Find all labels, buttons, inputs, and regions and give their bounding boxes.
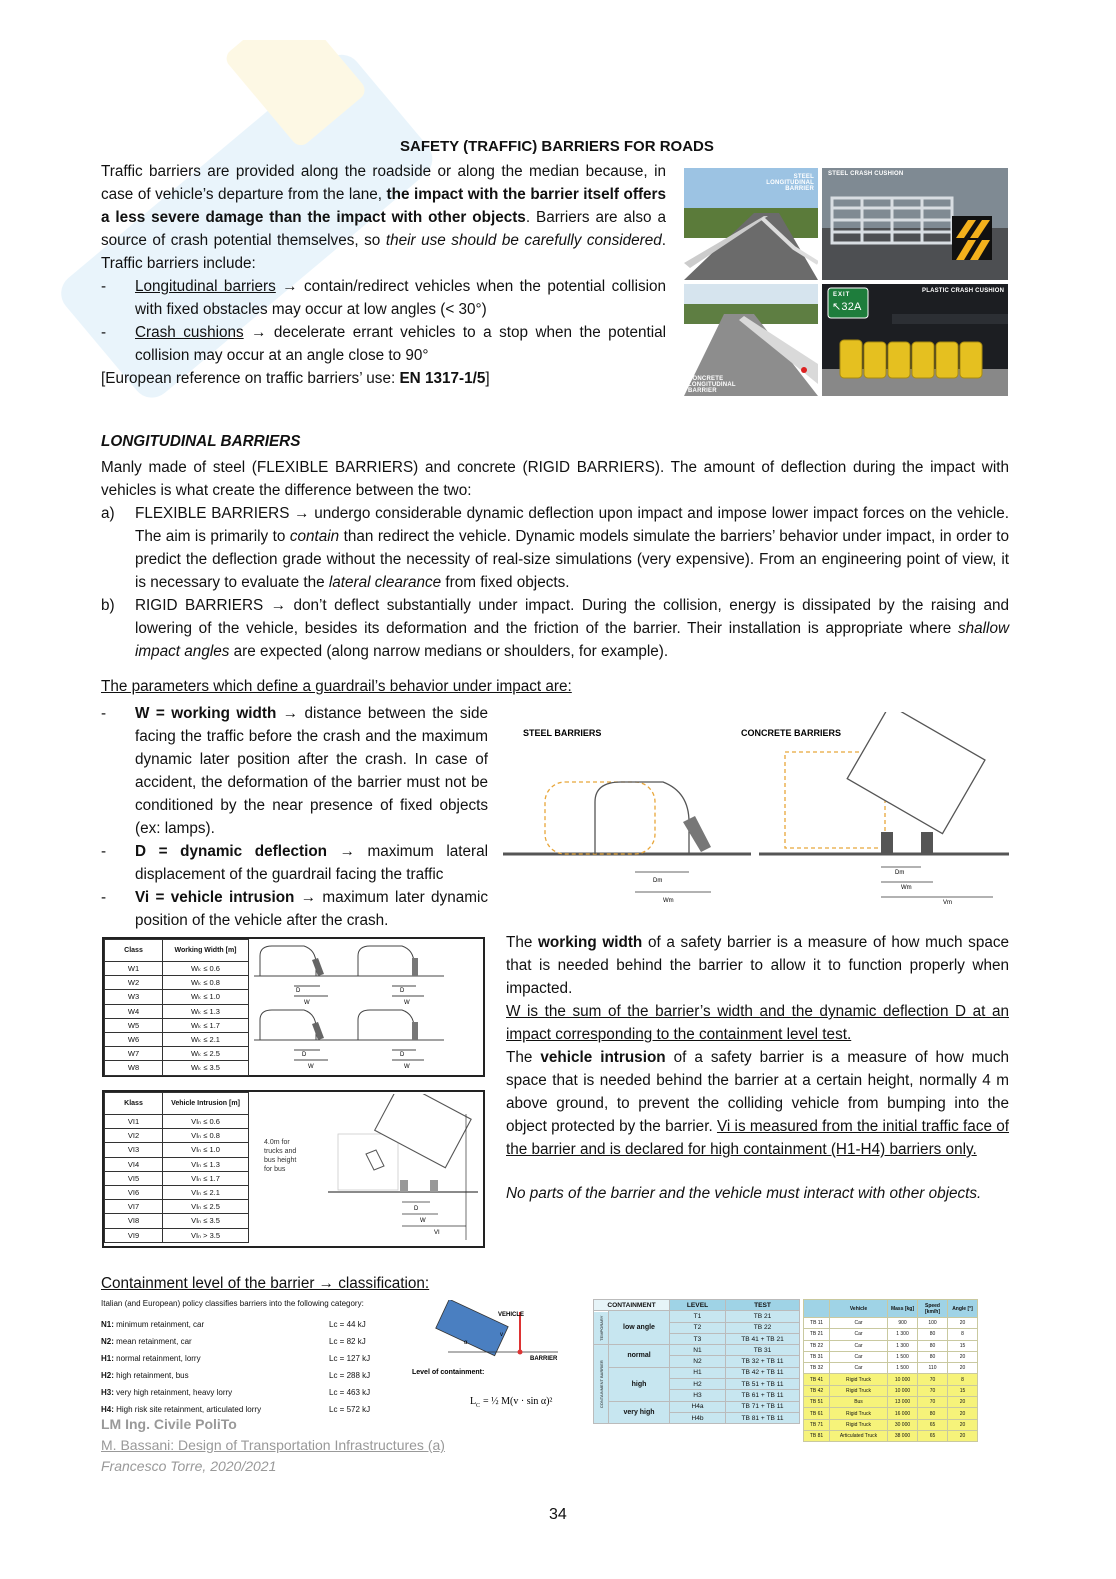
list-item: H1: normal retainment, lorry Lc = 127 kJ: [101, 1354, 371, 1363]
standard-reference: [European reference on traffic barriers’ use: EN 1317-1/5]: [101, 370, 490, 387]
d-label: D: [400, 988, 405, 994]
table-header: LEVEL: [670, 1300, 726, 1311]
table-row: TB 61 Rigid Truck 16 000 80 20: [804, 1408, 978, 1419]
table-row: very high H4a TB 71 + TB 11: [594, 1401, 800, 1412]
table-row: CONTAINMENT BARRIER normal N1 TB 31: [594, 1345, 800, 1356]
photo-label: STEEL CRASH CUSHION: [828, 171, 904, 177]
table-row: W5 Wₖ ≤ 1.7: [105, 1018, 249, 1032]
table-row: VI3 VIₙ ≤ 1.0: [105, 1143, 249, 1157]
working-width-table: [104, 939, 249, 1076]
paragraph: No parts of the barrier and the vehicle must interact with other objects.: [506, 1185, 982, 1202]
table-row: W2 Wₖ ≤ 0.8: [105, 976, 249, 990]
section-intro: Manly made of steel (FLEXIBLE BARRIERS) and concrete (RIGID BARRIERS). The amount of deflection during the impact with vehicles is what create the difference between the two:: [101, 459, 1009, 499]
table-row: W3 Wₖ ≤ 1.0: [105, 990, 249, 1004]
paragraph: W is the sum of the barrier’s width and the dynamic deflection D at an impact corresponding to the containment level test.: [506, 1003, 1009, 1043]
list-item: N1: minimum retainment, car Lc = 44 kJ: [101, 1320, 366, 1329]
section-heading-longitudinal: LONGITUDINAL BARRIERS: [101, 433, 301, 450]
intrusion-note: trucks and: [264, 1148, 297, 1155]
table-row: TB 32 Car 1 500 110 20: [804, 1363, 978, 1374]
table-row: TB 11 Car 900 100 20: [804, 1318, 978, 1329]
table-row: W8 Wₖ ≤ 3.5: [105, 1061, 249, 1075]
intrusion-note: bus height: [264, 1157, 297, 1164]
vehicle-label: VEHICLE: [498, 1312, 525, 1318]
d-label: D: [414, 1206, 419, 1212]
vehicle-intrusion-sketch: [258, 1094, 482, 1244]
table-row: TB 41 Rigid Truck 10 000 70 8: [804, 1374, 978, 1385]
dm-label: Dm: [895, 870, 905, 876]
w-label: W: [308, 1064, 314, 1070]
table-row: VI9 VIₙ > 3.5: [105, 1228, 249, 1242]
exit-sign-text: EXIT: [833, 292, 851, 298]
table-row: W1 Wₖ ≤ 0.6: [105, 962, 249, 976]
table-header-row: Vehicle Mass [kg] Speed [km/h] Angle [°]: [804, 1300, 978, 1318]
formula-rhs: = ½ M(v · sin α)²: [483, 1396, 553, 1407]
footer: [101, 1414, 445, 1477]
formula-lhs: L: [470, 1396, 477, 1407]
table-header-row: [594, 1300, 800, 1311]
table-header-row: [105, 940, 249, 962]
working-width-explanation: [506, 931, 1009, 1205]
wm-label: Wm: [663, 898, 674, 904]
table-row: TB 81 Articulated Truck 38 000 65 20: [804, 1430, 978, 1441]
barrier-deflection-diagram: [503, 712, 1009, 910]
photo-label: PLASTIC CRASH CUSHION: [922, 288, 1005, 294]
d-label: D: [302, 1052, 307, 1058]
w-label: W: [304, 1000, 310, 1006]
parameters-heading: The parameters which define a guardrail’s behavior under impact are:: [101, 678, 572, 695]
table-row: VI4 VIₙ ≤ 1.3: [105, 1157, 249, 1171]
table-row: TB 42 Rigid Truck 10 000 70 15: [804, 1385, 978, 1396]
w-label: W: [420, 1218, 426, 1224]
containment-heading: Containment level of the barrier → classification:: [101, 1275, 430, 1292]
wm-label: Wm: [901, 885, 912, 891]
table-row: TB 51 Bus 13 000 70 20: [804, 1397, 978, 1408]
list-item: - Crash cushions → decelerate errant vehicles to a stop when the potential collision may occur at an angle close to 90°: [101, 324, 667, 364]
d-label: D: [400, 1052, 405, 1058]
table-header: Klass: [105, 1093, 163, 1115]
table-row: VI6 VIₙ ≤ 2.1: [105, 1185, 249, 1199]
photo-label: CONCRETE LONGITUDINAL BARRIER: [688, 376, 736, 394]
list-item: b) RIGID BARRIERS → don’t deflect substantially under impact. During the collision, energy is dissipated by the raising and lowering of the vehicle, besides its deformation and the friction of the barrier. Their installation is appropriate where shallow impact angles are expected (along narrow medians or shoulders, for example).: [101, 597, 1009, 660]
vm-label: Vm: [943, 900, 952, 906]
table-row: T3 TB 41 + TB 21: [594, 1333, 800, 1344]
table-row: W6 Wₖ ≤ 2.1: [105, 1032, 249, 1046]
footer-author: Francesco Torre, 2020/2021: [101, 1458, 277, 1474]
table-row: VI8 VIₙ ≤ 3.5: [105, 1214, 249, 1228]
dm-label: Dm: [653, 878, 663, 884]
list-item: a) FLEXIBLE BARRIERS → undergo considerable dynamic deflection upon impact and impose lower impact forces on the vehicle. The aim is primarily to contain than redirect the vehicle. Dynamic models simulate the barriers’ behavior under impact, in order to predict the deflection grade without the necessity of real-size simulations (very expensive). From an engineering point of view, it is necessary to evaluate the lateral clearance from fixed objects.: [101, 505, 1009, 591]
barrier-photos: [684, 168, 1008, 396]
vi-label: VI: [434, 1230, 440, 1236]
table-row: TB 71 Rigid Truck 30 000 65 20: [804, 1419, 978, 1430]
list-item: - D = dynamic deflection → maximum lateral displacement of the guardrail facing the traffic: [101, 843, 488, 883]
list-item: - W = working width → distance between the side facing the traffic before the crash and the maximum dynamic later position after the crash. In case of accident, the deformation of the barrier must not be conditioned by the near presence of fixed objects (ex: lamps).: [101, 705, 488, 837]
exit-sign-number: ↖32A: [832, 301, 862, 313]
level-of-containment-label: Level of containment:: [412, 1369, 485, 1376]
list-item: N2: mean retainment, car Lc = 82 kJ: [101, 1337, 366, 1346]
d-label: D: [296, 988, 301, 994]
list-item: - Vi = vehicle intrusion → maximum later dynamic position of the vehicle after the crash.: [101, 889, 488, 929]
table-row: VI5 VIₙ ≤ 1.7: [105, 1171, 249, 1185]
list-item: - Longitudinal barriers → contain/redirect vehicles when the potential collision with fixed obstacles may occur at low angles (< 30°): [101, 278, 667, 318]
intro-paragraph: Traffic barriers are provided along the roadside or along the median because, in case of vehicle’s departure from the lane, the impact with the barrier itself offers a less severe damage than the impact with other objects. Barriers are also a source of crash potential themselves, so their use should be carefully considered. Traffic barriers include: - Longitudinal barriers → contain/redirect vehicles when the potential collision with fixed obstacles may occur at low angles (< 30°) - Crash cushions → decelerate errant vehicles to a stop when the potential collision may occur at an angle close to 90° [European reference on traffic barriers’ use: EN 1317-1/5]: [101, 160, 666, 390]
containment-formula-diagram: [408, 1300, 578, 1412]
table-row: N2 TB 32 + TB 11: [594, 1356, 800, 1367]
table-row: VI1 VIₙ ≤ 0.6: [105, 1115, 249, 1129]
list-item: H2: high retainment, bus Lc = 288 kJ: [101, 1371, 371, 1380]
paragraph: The vehicle intrusion of a safety barrier is a measure of how much space that is needed behind the barrier at a certain height, normally 4 m above ground, to prevent the colliding vehicle from bumping into the object protected by the barrier. Vi is measured from the initial traffic face of the barrier and is declared for high containment (H1-H4) barriers only.: [506, 1049, 1010, 1158]
table-header: Working Width [m]: [163, 940, 249, 962]
photo-label: STEEL LONGITUDINAL BARRIER: [766, 174, 814, 192]
intrusion-note: for bus: [264, 1166, 286, 1173]
formula-sub: C: [476, 1403, 481, 1409]
table-header-row: [105, 1093, 249, 1115]
table-row: W4 Wₖ ≤ 1.3: [105, 1004, 249, 1018]
table-header: CONTAINMENT: [594, 1300, 670, 1311]
footer-source-link[interactable]: M. Bassani: Design of Transportation Infrastructures (a): [101, 1437, 445, 1453]
page-number: 34: [549, 1506, 567, 1523]
list-item: H3: very high retainment, heavy lorry Lc = 463 kJ: [101, 1388, 371, 1397]
w-label: W: [404, 1000, 410, 1006]
concrete-barriers-label: CONCRETE BARRIERS: [741, 728, 842, 738]
table-row: H4b TB 81 + TB 11: [594, 1412, 800, 1423]
containment-level-table: [593, 1299, 800, 1424]
vehicle-intrusion-table: [104, 1092, 249, 1243]
intrusion-note: 4.0m for: [264, 1139, 290, 1146]
table-row: W7 Wₖ ≤ 2.5: [105, 1047, 249, 1061]
table-row: VI2 VIₙ ≤ 0.8: [105, 1129, 249, 1143]
barrier-label: BARRIER: [530, 1356, 558, 1362]
table-row: TB 31 Car 1 500 80 20: [804, 1351, 978, 1362]
w-label: W: [404, 1064, 410, 1070]
list-item: H4: High risk site retainment, articulated lorry Lc = 572 kJ: [101, 1405, 371, 1414]
table-header: Class: [105, 940, 163, 962]
table-row: T2 TB 22: [594, 1322, 800, 1333]
table-header: TEST: [726, 1300, 800, 1311]
steel-crash-cushion-photo: [822, 168, 1008, 280]
table-row: H2 TB 51 + TB 11: [594, 1379, 800, 1390]
paragraph: The working width of a safety barrier is a measure of how much space that is needed behind the barrier to allow it to function properly when impacted.: [506, 934, 1009, 997]
alpha-label: α: [464, 1340, 468, 1346]
table-row: high H1 TB 42 + TB 11: [594, 1367, 800, 1378]
table-row: TB 22 Car 1 300 80 15: [804, 1340, 978, 1351]
footer-course: LM Ing. Civile PoliTo: [101, 1416, 237, 1432]
table-row: VI7 VIₙ ≤ 2.5: [105, 1200, 249, 1214]
barrier-kinds-list: [101, 502, 1009, 663]
table-row: H3 TB 61 + TB 11: [594, 1390, 800, 1401]
policy-title: Italian (and European) policy classifies barriers into the following category:: [101, 1299, 364, 1308]
table-header: Vehicle Intrusion [m]: [163, 1093, 249, 1115]
containment-policy-list: [101, 1298, 401, 1418]
test-vehicles-table: [803, 1299, 978, 1442]
longitudinal-barriers-text: [101, 456, 1009, 663]
velocity-label: v: [500, 1332, 503, 1338]
working-width-sketches: [254, 940, 482, 1074]
parameters-list: [101, 702, 488, 932]
barrier-types-list: [101, 275, 666, 367]
steel-barriers-label: STEEL BARRIERS: [523, 728, 602, 738]
table-row: TB 21 Car 1 300 80 8: [804, 1329, 978, 1340]
page-title: SAFETY (TRAFFIC) BARRIERS FOR ROADS: [400, 138, 714, 155]
table-row: TEMPORARY low angle T1 TB 21: [594, 1311, 800, 1322]
